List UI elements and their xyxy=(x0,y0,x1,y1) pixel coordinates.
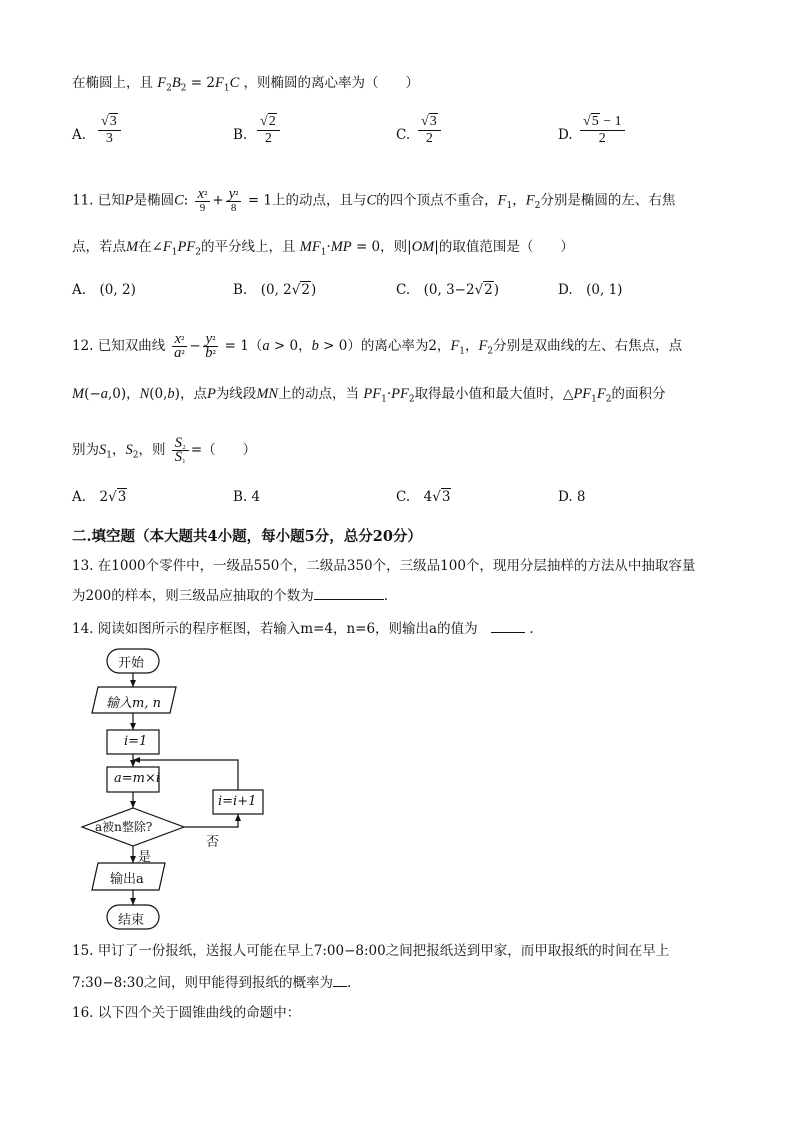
q15-line-1: 15. 甲订了一份报纸，送报人可能在早上7:00−8:00之间把报纸送到甲家，而甲取报纸的时间在早上 xyxy=(72,943,670,959)
option-c-value: $\frac{√3}{2}$ xyxy=(416,114,443,147)
q10-stem: 在椭圆上，且 $F_2B_2 = 2F_1C$ ，则椭圆的离心率为（ ） xyxy=(72,75,420,94)
flowchart-init: i=1 xyxy=(124,734,148,749)
option-a: A. (0, 2) xyxy=(72,282,136,298)
q12-stem-3: 别为$S_1$，$S_2$，则 $\frac{\text{S₂}}{\text{S₁}}$ =（ ） xyxy=(72,435,257,465)
flowchart-assign: a=m×i xyxy=(114,771,161,786)
flowchart-start: 开始 xyxy=(118,656,145,671)
q15-line-2: 7:30−8:30之间，则甲能得到报纸的概率为 . xyxy=(72,975,352,991)
option-c-label: C. xyxy=(396,127,411,143)
option-b: B. (0, 2√2) xyxy=(233,282,317,298)
flowchart-input: 输入m, n xyxy=(106,696,161,711)
option-c: C. 4√3 xyxy=(396,489,451,505)
flowchart-condition: a被n整除? xyxy=(95,820,153,834)
q11-stem-2: 点，若点M在$\angle F_1PF_2$的平分线上，且 $MF_1\cdot MP = 0$，则|OM|的取值范围是（ ） xyxy=(72,239,574,258)
option-b-label: B. xyxy=(233,127,248,143)
option-a: A. 2√3 xyxy=(72,489,127,505)
q13-line-2-text: 为200的样本，则三级品应抽取的个数为 xyxy=(72,588,314,604)
q14-line: 14. 阅读如图所示的程序框图，若输入m=4，n=6，则输出a的值为 . xyxy=(72,621,534,637)
option-d-value: $\frac{√5 - 1}{2}$ xyxy=(578,114,627,147)
option-d: D. (0, 1) xyxy=(558,282,623,298)
answer-blank xyxy=(333,986,347,987)
q12-stem-2: M(−a,0)，N(0,b)，点P为线段MN上的动点，当 $PF_1\cdot PF_2$取得最小值和最大值时，$\triangle PF_1F_2$的面积分 xyxy=(72,386,666,405)
q12-stem-1: 12. 已知双曲线 $\frac{\text{x²}}{\text{a²}}$ − $\frac{\text{y²}}{\text{b²}}$ = 1（a > 0，b > 0）的离心率为2，$F_1$，$F_2$分别是双曲线的左、右焦点，点 xyxy=(72,331,683,361)
q11-stem-1: 11. 已知P是椭圆C: $\frac{\text{x²}}{9}$ + $\frac{\text{y²}}{8}$ = 1上的动点，且与C的四个顶点不重合，$F_1$，$F_2$分别是椭圆的左、右焦 xyxy=(72,186,676,214)
answer-blank xyxy=(314,599,384,600)
option-d: D. 8 xyxy=(558,489,586,505)
q16-line: 16. 以下四个关于圆锥曲线的命题中： xyxy=(72,1005,301,1021)
flowchart-output: 输出a xyxy=(110,872,144,887)
option-a-value: $\frac{√3}{3}$ xyxy=(96,114,123,147)
q13-line-2: 为200的样本，则三级品应抽取的个数为 . xyxy=(72,588,389,604)
option-d-label: D. xyxy=(558,127,573,143)
flowchart-end: 结束 xyxy=(118,913,145,928)
option-c: C. (0, 3−2√2) xyxy=(396,282,500,298)
q15-line-2-text: 7:30−8:30之间，则甲能得到报纸的概率为 xyxy=(72,975,333,991)
q13-line-1: 13. 在1000个零件中，一级品550个，二级品350个，三级品100个，现用分层抽样的方法从中抽取容量 xyxy=(72,558,696,574)
option-a-label: A. xyxy=(72,127,87,143)
option-b-value: $\frac{√2}{2}$ xyxy=(255,114,282,147)
section-title: 二.填空题（本大题共4小题，每小题5分，总分20分） xyxy=(72,528,422,545)
flowchart-increment: i=i+1 xyxy=(218,794,257,809)
q14-line-text: 14. 阅读如图所示的程序框图，若输入m=4，n=6，则输出a的值为 xyxy=(72,621,478,637)
option-b: B. 4 xyxy=(233,489,261,505)
flowchart-no-label: 否 xyxy=(206,835,220,850)
flowchart-yes-label: 是 xyxy=(138,850,152,865)
answer-blank xyxy=(491,632,525,633)
